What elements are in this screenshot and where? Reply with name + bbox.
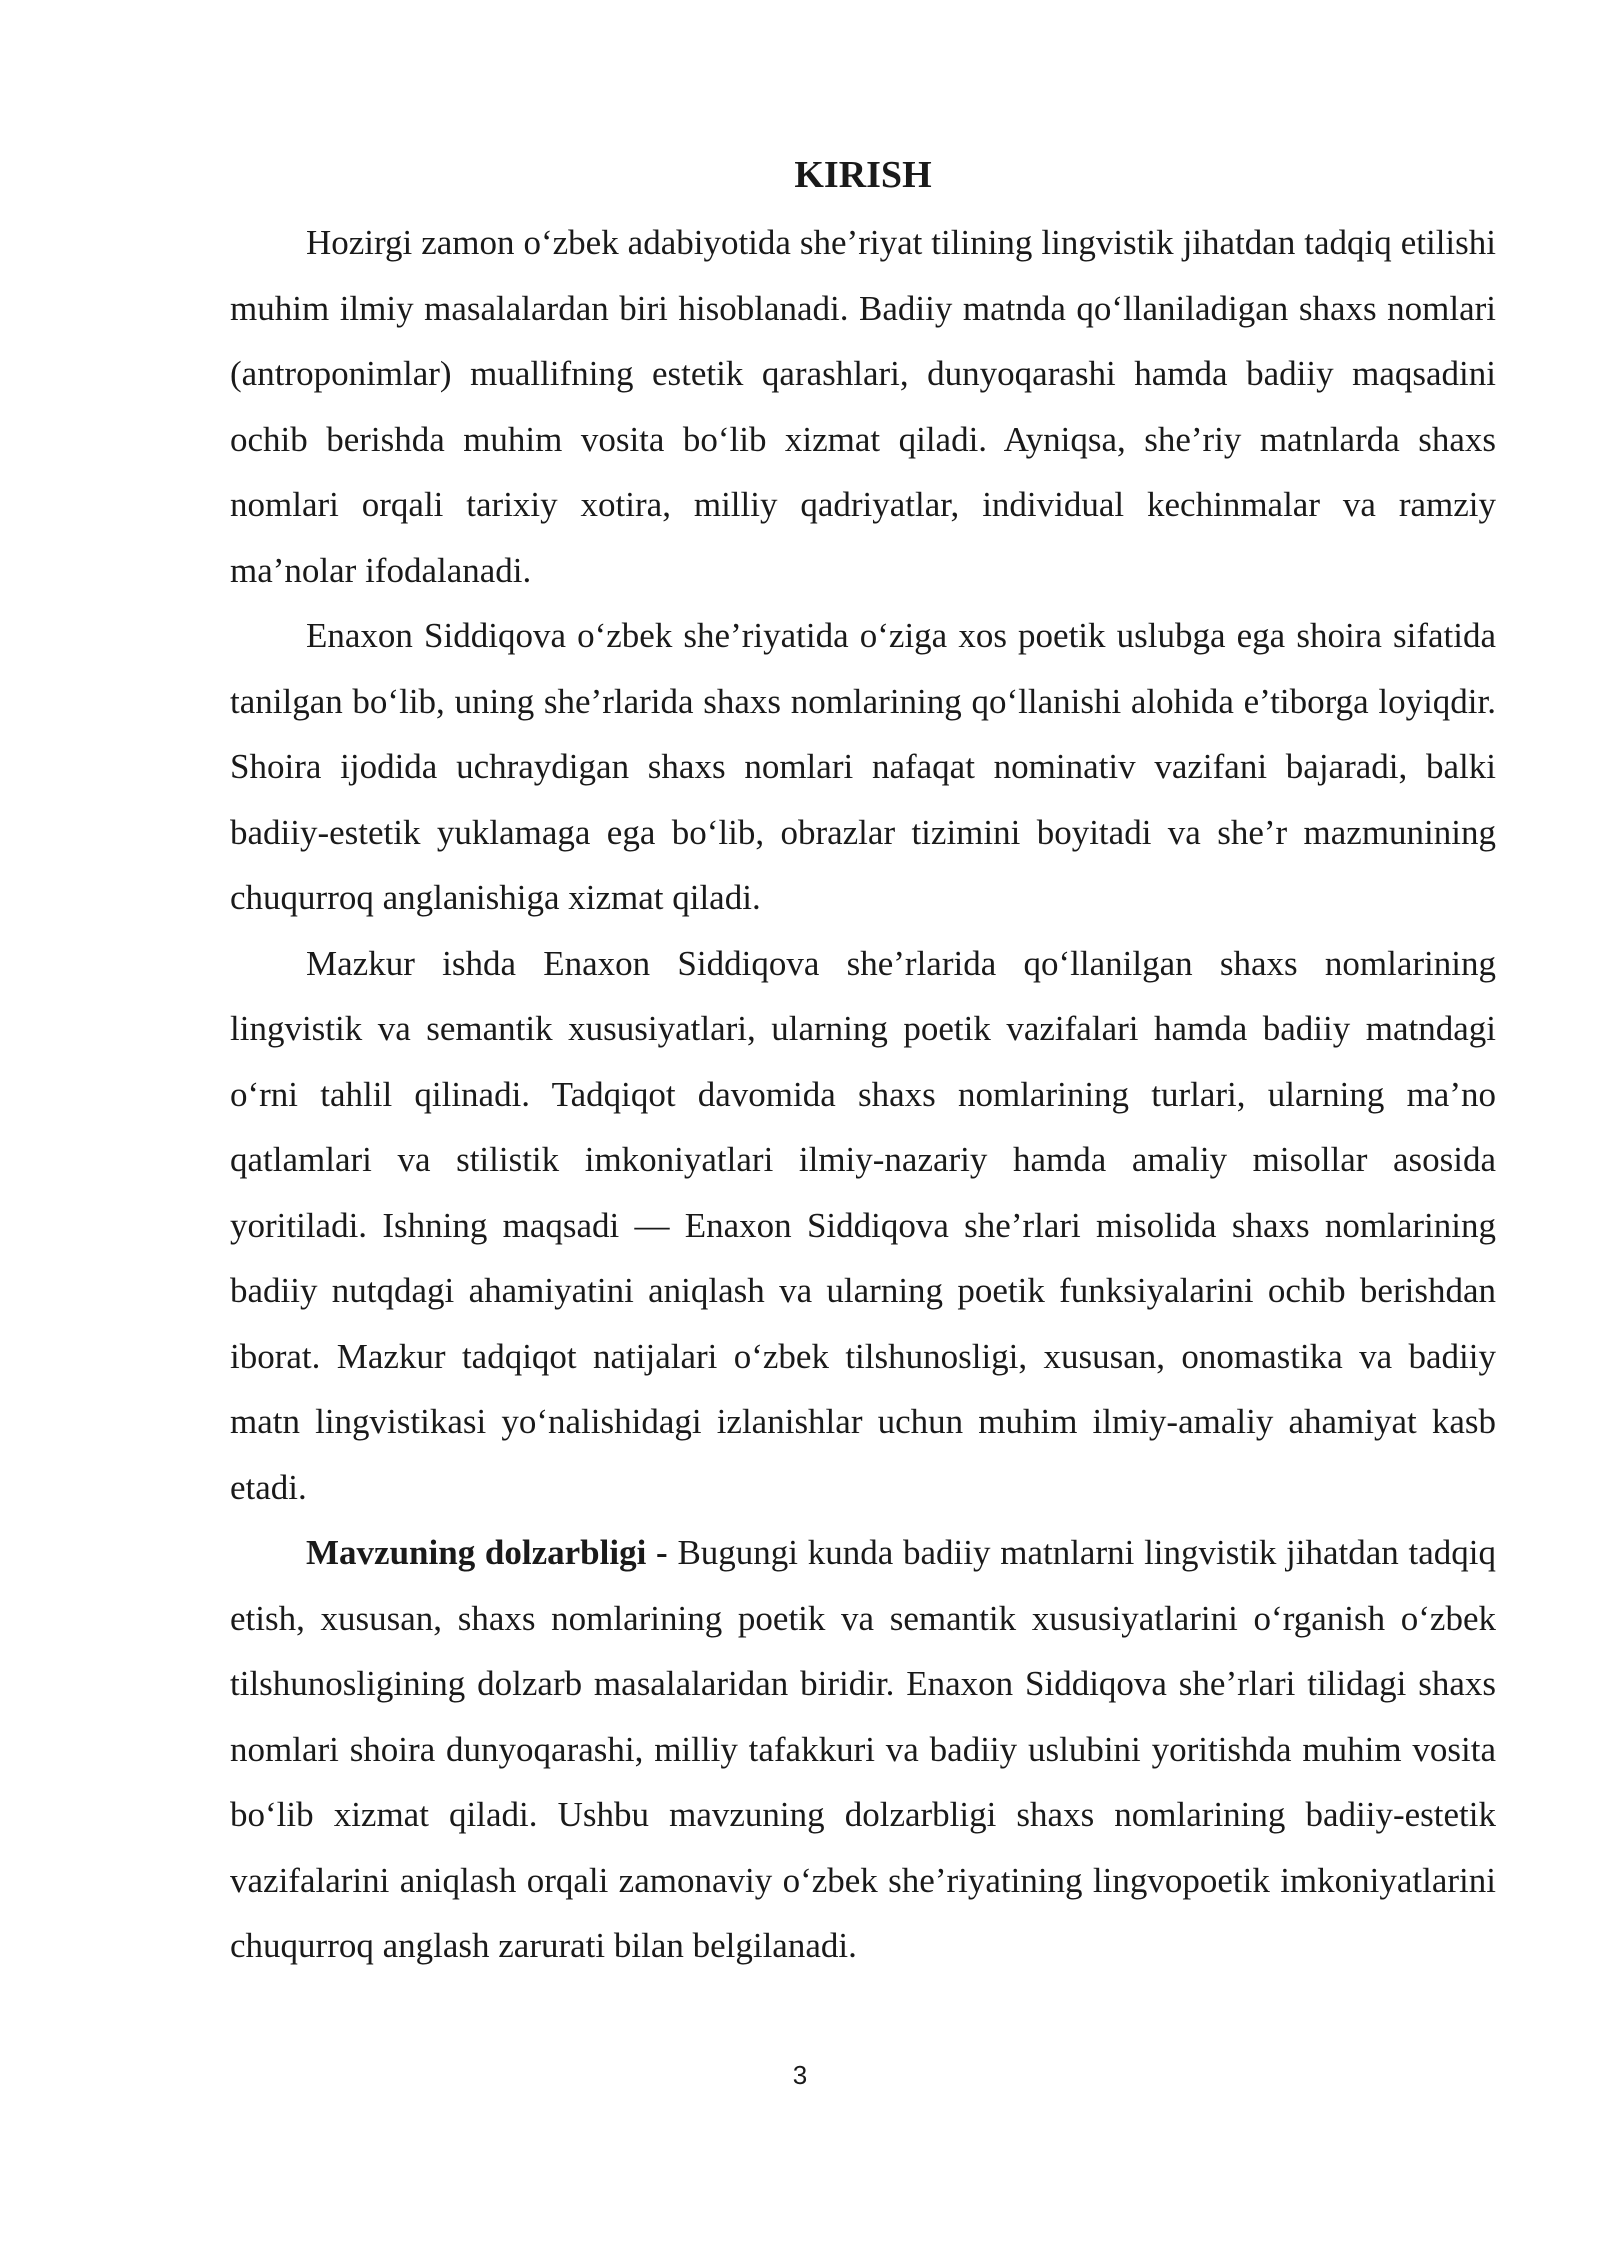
paragraph-1: Hozirgi zamon o‘zbek adabiyotida she’riyat tilining lingvistik jihatdan tadqiq etilishi muhim ilmiy masalalardan biri hisoblanadi. Badiiy matnda qo‘llaniladigan shaxs nomlari (antroponimlar) muallifning estetik qarashlari, dunyoqarashi hamda badiiy maqsadini ochib berishda muhim vosita bo‘lib xizmat qiladi. Ayniqsa, she’riy matnlarda shaxs nomlari orqali tarixiy xotira, milliy qadriyatlar, individual kechinmalar va ramziy ma’nolar ifodalanadi. xyxy=(230,223,1496,590)
paragraph-3: Mazkur ishda Enaxon Siddiqova she’rlarida qo‘llanilgan shaxs nomlarining lingvistik va semantik xususiyatlari, ularning poetik vazifalari hamda badiiy matndagi o‘rni tahlil qilinadi. Tadqiqot davomida shaxs nomlarining turlari, ularning ma’no qatlamlari va stilistik imkoniyatlari ilmiy-nazariy hamda amaliy misollar asosida yoritiladi. Ishning maqsadi — Enaxon Siddiqova she’rlari misolida shaxs nomlarining badiiy nutqdagi ahamiyatini aniqlash va ularning poetik funksiyalarini ochib berishdan iborat. Mazkur tadqiqot natijalari o‘zbek tilshunosligi, xususan, onomastika va badiiy matn lingvistikasi yo‘nalishidagi izlanishlar uchun muhim ilmiy-amaliy ahamiyat kasb etadi. xyxy=(230,943,1496,1507)
document-page xyxy=(230,145,1496,1979)
page-number: 3 xyxy=(792,2060,808,2090)
section-title: KIRISH xyxy=(794,154,932,196)
relevance-paragraph xyxy=(230,1520,1496,1979)
paragraph-2: Enaxon Siddiqova o‘zbek she’riyatida o‘ziga xos poetik uslubga ega shoira sifatida tanilgan bo‘lib, uning she’rlarida shaxs nomlarining qo‘llanishi alohida e’tiborga loyiqdir. Shoira ijodida uchraydigan shaxs nomlari nafaqat nominativ vazifani bajaradi, balki badiiy-estetik yuklamaga ega bo‘lib, obrazlar tizimini boyitadi va she’r mazmunining chuqurroq anglanishiga xizmat qiladi. xyxy=(230,616,1496,917)
relevance-text: Bugungi kunda badiiy matnlarni lingvistik jihatdan tadqiq etish, xususan, shaxs nomlarining poetik va semantik xususiyatlarini o‘rganish o‘zbek tilshunosligining dolzarb masalalaridan biridir. Enaxon Siddiqova she’rlari tilidagi shaxs nomlari shoira dunyoqarashi, milliy tafakkuri va badiiy uslubini yoritishda muhim vosita bo‘lib xizmat qiladi. Ushbu mavzuning dolzarbligi shaxs nomlarining badiiy-estetik vazifalarini aniqlash orqali zamonaviy o‘zbek she’riyatining lingvopoetik imkoniyatlarini chuqurroq anglash zarurati bilan belgilanadi. xyxy=(230,1533,1497,1965)
relevance-separator: - xyxy=(646,1533,678,1572)
relevance-heading: Mavzuning dolzarbligi xyxy=(306,1533,647,1572)
